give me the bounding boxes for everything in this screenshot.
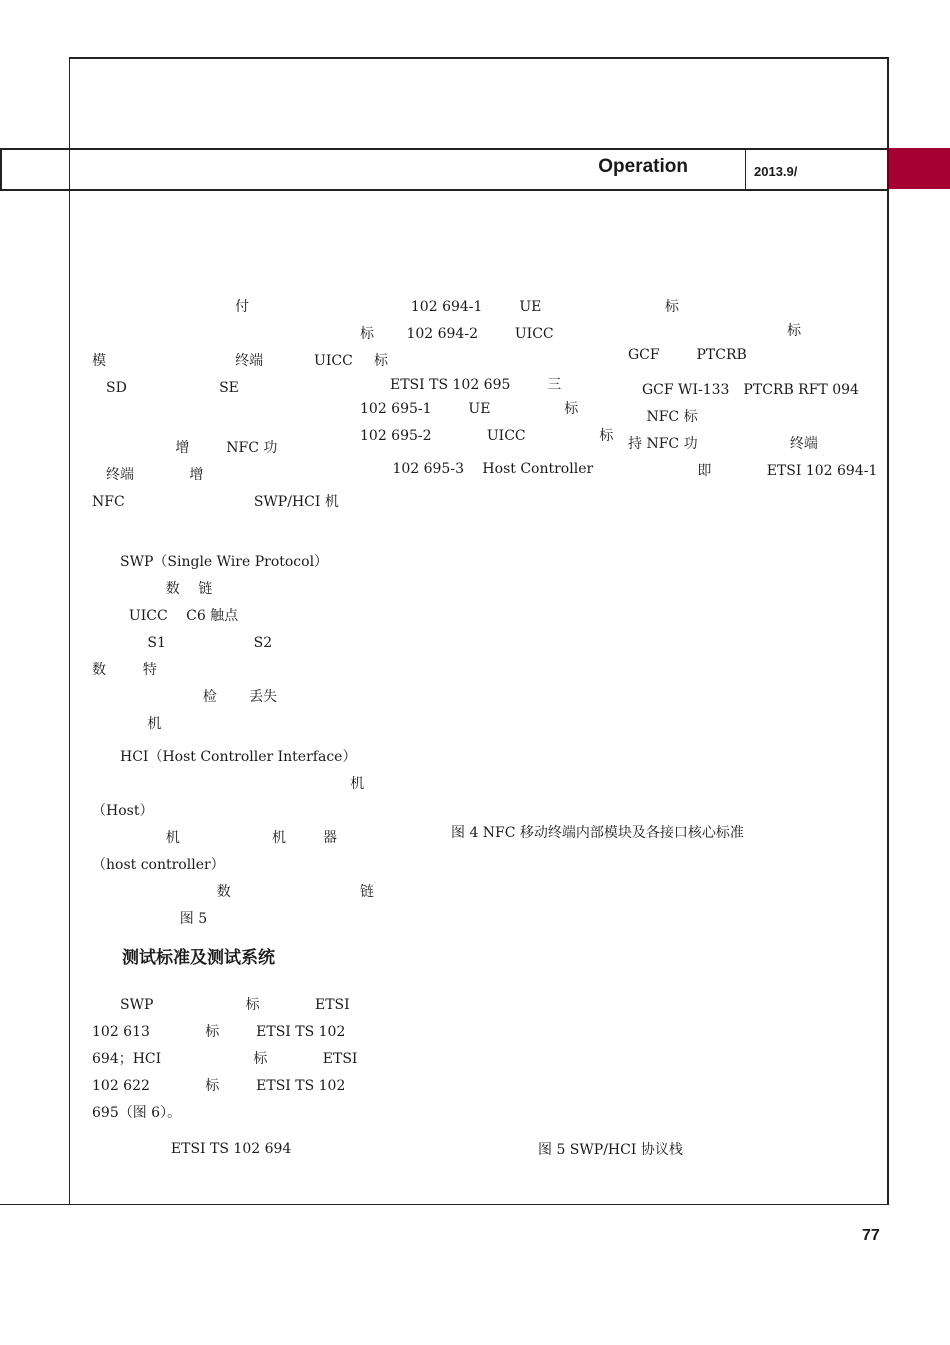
page-frame-right <box>887 57 889 1205</box>
column-1 <box>92 294 396 939</box>
paragraph: 102 694-1 UE 标 102 694-2 UICC 标 <box>360 299 611 369</box>
column-1-lower <box>92 992 358 1127</box>
page-number: 77 <box>862 1227 880 1244</box>
paragraph: SWP 标 ETSI 102 613 标 ETSI TS 102 694；HCI 标 ETSI 102 622 标 ETSI TS 102 695（图 6）。 <box>92 997 358 1121</box>
figure-5-caption: 图 5 SWP/HCI 协议栈 <box>538 1142 683 1158</box>
column-2 <box>360 294 631 489</box>
page-frame-bottom <box>0 1204 888 1205</box>
figure-4-caption: 图 4 NFC 移动终端内部模块及各接口核心标准 <box>451 825 744 841</box>
paragraph: 标 GCF PTCRB GCF WI-133 PTCRB RFT 094 NFC 标 持 NFC 功 终端 即 ETSI 102 694-1 <box>628 323 897 479</box>
paragraph: ETSI TS 102 695 三 102 695-1 UE 标 102 695-2 UICC 标 102 695-3 Host Controller <box>360 377 631 477</box>
accent-tab <box>889 148 950 189</box>
column-3 <box>628 294 897 485</box>
issue-number: 2013.9/ <box>754 164 798 179</box>
paragraph: 增 NFC 功 终端 增 NFC SWP/HCI 机 <box>92 440 343 510</box>
section-heading: 测试标准及测试系统 <box>122 948 275 968</box>
paragraph: ETSI TS 102 694 <box>120 1141 343 1157</box>
section-title: Operation <box>598 156 688 177</box>
paragraph: 标 <box>628 299 712 315</box>
page-frame-top <box>69 57 888 59</box>
column-1-bottom <box>92 1136 343 1163</box>
paragraph: HCI（Host Controller Interface） 机 （Host） 机 机 器 （host controller） 数 链 图 5 <box>92 749 396 927</box>
header-separator <box>745 148 746 189</box>
page-frame-left <box>69 57 70 1205</box>
paragraph: 付 模 终端 UICC SD SE <box>92 299 353 396</box>
paragraph: SWP（Single Wire Protocol） 数 链 UICC C6 触点 S1 S2 数 特 检 丢失 机 <box>92 554 361 732</box>
